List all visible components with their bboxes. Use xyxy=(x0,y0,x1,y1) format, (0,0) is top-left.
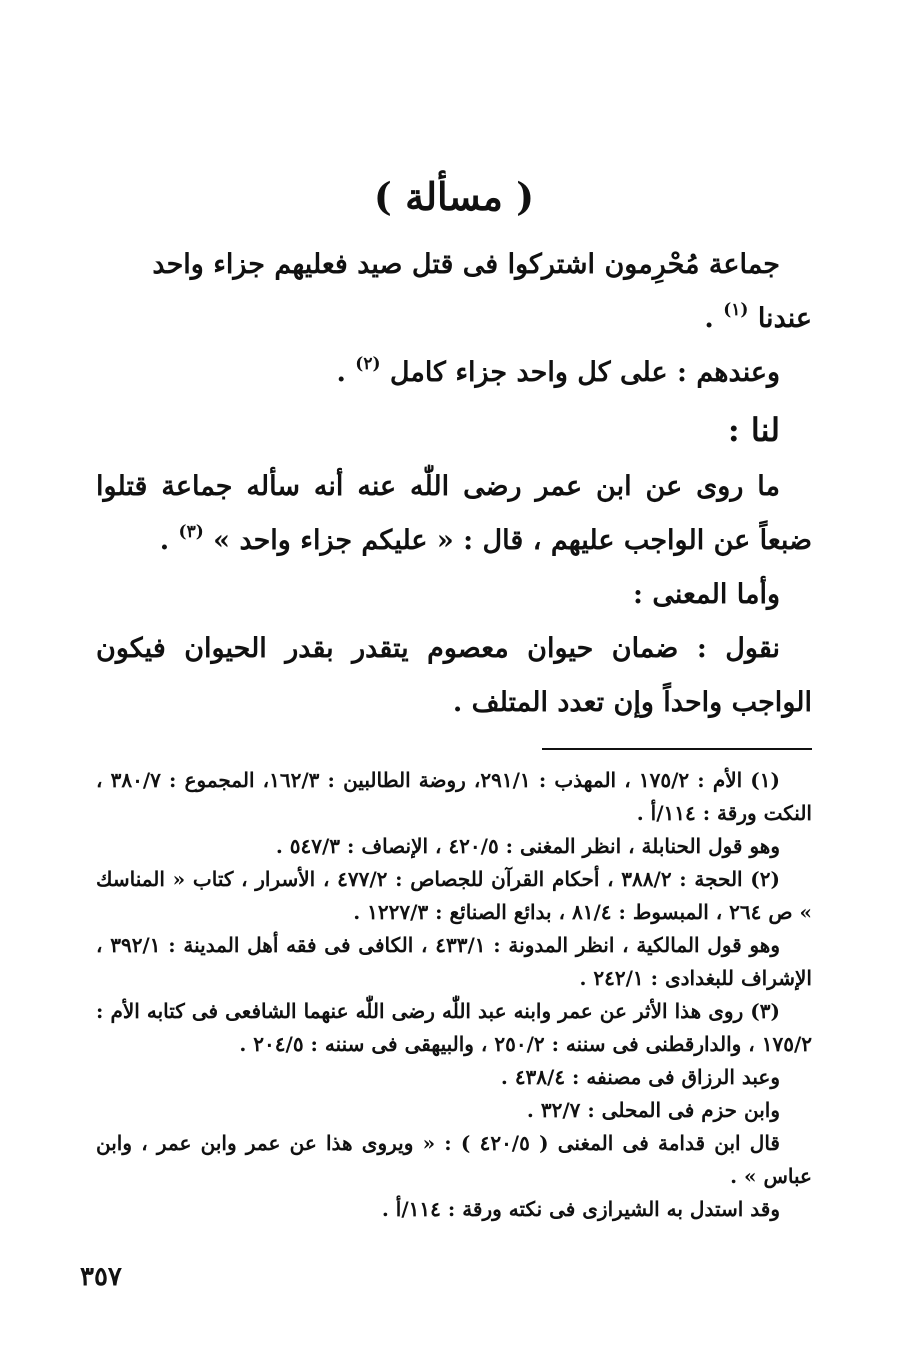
paragraph-1-text: جماعة مُحْرِمون اشتركوا فى قتل صيد فعليهم جزاء واحد عندنا xyxy=(152,249,812,334)
footnote-ref-1: (١) xyxy=(723,300,749,320)
footnote: (١) الأم : ١٧٥/٢ ، المهذب : ٢٩١/١، روضة الطالبين : ١٦٢/٣، المجموع : ٣٨٠/٧ ، النكت ورقة : ١١٤/أ . xyxy=(96,768,812,825)
lana-heading: لنا : xyxy=(727,411,780,449)
footnote: وهو قول المالكية ، انظر المدونة : ٤٣٣/١ ، الكافى فى فقه أهل المدينة : ٣٩٢/١ ، الإشراف للبغدادى : ٢٤٢/١ . xyxy=(96,933,812,990)
footnote-ref-3: (٣) xyxy=(178,522,204,542)
footnote: (٣) روى هذا الأثر عن عمر وابنه عبد اللّٰه رضى اللّٰه عنهما الشافعى فى كتابه الأم : ١٧٥/٢ ، والدارقطنى فى سننه : ٢٥٠/٢ ، والبيهقى فى سننه : ٢٠٤/٥ . xyxy=(96,999,812,1056)
paragraph-4: وأما المعنى : xyxy=(632,579,780,610)
footnote: قال ابن قدامة فى المغنى ( ٤٢٠/٥ ) : « ويروى هذا عن عمر وابن عمر ، وابن عباس » . xyxy=(96,1131,812,1188)
footnote-divider xyxy=(542,748,812,750)
footnote: (٢) الحجة : ٣٨٨/٢ ، أحكام القرآن للجصاص : ٤٧٧/٢ ، الأسرار ، كتاب « المناسك » ص ٢٦٤ ، المبسوط : ٨١/٤ ، بدائع الصنائع : ١٢٢٧/٣ . xyxy=(96,867,812,924)
paragraph-2 xyxy=(96,346,812,400)
paragraph-3-end: . xyxy=(159,525,170,556)
paragraph-2-text: وعندهم : على كل واحد جزاء كامل xyxy=(389,357,780,388)
paragraph-5: نقول : ضمان حيوان معصوم يتقدر بقدر الحيوان فيكون الواجب واحداً وإن تعدد المتلف . xyxy=(96,633,812,718)
footnotes xyxy=(96,764,812,1226)
footnote: وهو قول الحنابلة ، انظر المغنى : ٤٢٠/٥ ، الإنصاف : ٥٤٧/٣ . xyxy=(275,834,780,858)
paragraph-1-end: . xyxy=(704,303,714,334)
paragraph-3-text: ما روى عن ابن عمر رضى اللّٰه عنه أنه سأله جماعة قتلوا ضبعاً عن الواجب عليهم ، قال : « عليكم جزاء واحد » xyxy=(96,471,812,556)
footnote: وابن حزم فى المحلى : ٣٢/٧ . xyxy=(526,1098,780,1122)
section-title: ( مسألة ) xyxy=(373,174,535,219)
page-body xyxy=(96,170,812,1226)
paragraph-3 xyxy=(96,460,812,568)
paragraph-2-end: . xyxy=(336,357,346,388)
footnote-ref-2: (٢) xyxy=(355,354,381,374)
page-number: ٣٥٧ xyxy=(80,1262,122,1292)
footnote: وقد استدل به الشيرازى فى نكته ورقة : ١١٤/أ . xyxy=(381,1197,780,1221)
footnote: وعبد الرزاق فى مصنفه : ٤٣٨/٤ . xyxy=(500,1065,780,1089)
paragraph-1 xyxy=(96,238,812,346)
